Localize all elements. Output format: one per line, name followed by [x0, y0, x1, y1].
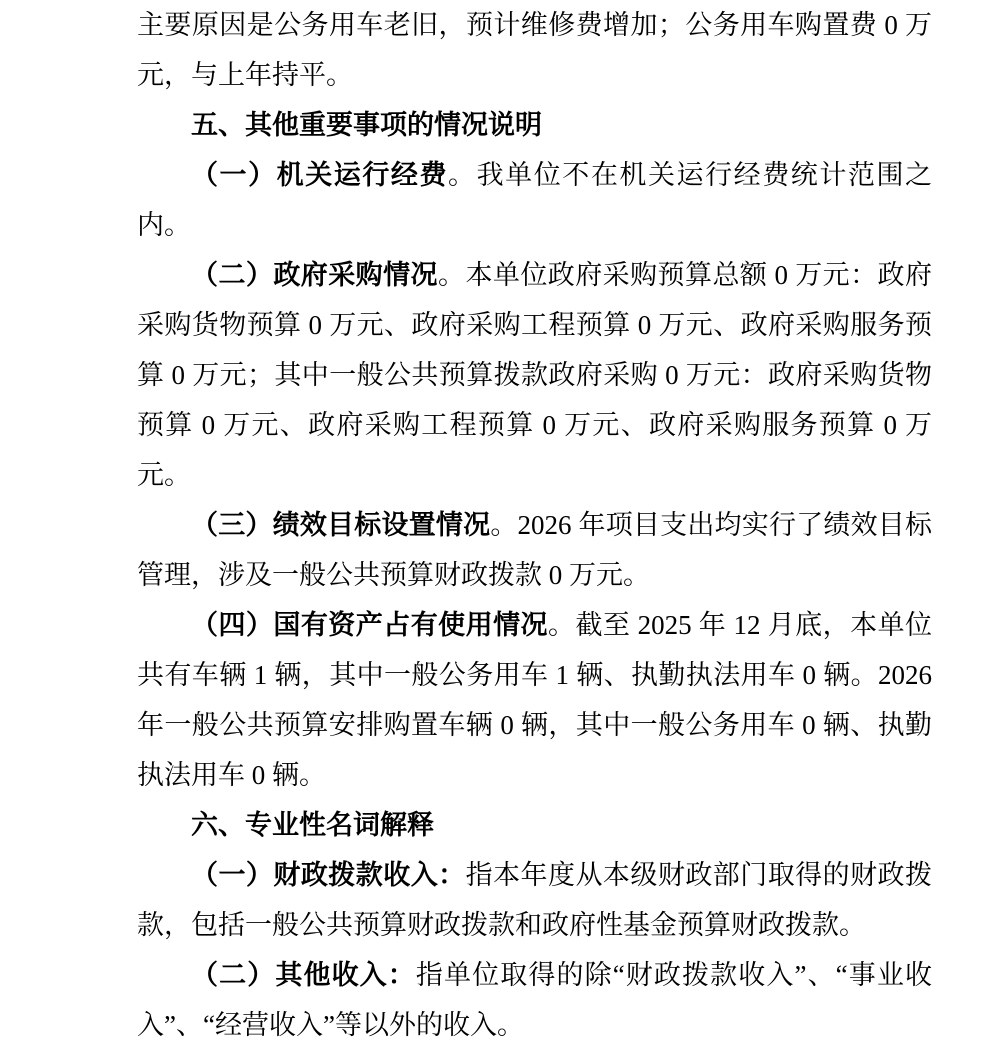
item-text-agency-operating-funds: 。我单位不在机关运行经费统计范围之内。	[137, 160, 933, 240]
item-text-state-assets: 。截至 2025 年 12 月底，本单位共有车辆 1 辆，其中一般公务用车 1 辆、执勤执法用车 0 辆。2026 年一般公共预算安排购置车辆 0 辆，其中一般公务用车 0 辆、执勤执法用车 0 辆。	[137, 610, 932, 790]
item-lead-government-procurement: （二）政府采购情况	[191, 260, 438, 290]
section-heading-terminology: 六、专业性名词解释	[191, 810, 434, 840]
paragraph-state-assets	[137, 600, 932, 800]
paragraph-fiscal-appropriation-income	[137, 850, 932, 950]
item-lead-state-assets: （四）国有资产占有使用情况	[191, 610, 548, 640]
item-lead-other-income: （二）其他收入：	[191, 960, 416, 990]
paragraph-government-procurement	[137, 250, 932, 500]
item-lead-agency-operating-funds: （一）机关运行经费	[191, 160, 449, 190]
section-heading-other-important-matters: 五、其他重要事项的情况说明	[191, 110, 542, 140]
paragraph-other-income	[137, 950, 932, 1050]
item-lead-fiscal-appropriation-income: （一）财政拨款收入：	[191, 860, 466, 890]
paragraph-vehicle-cost-continuation: 主要原因是公务用车老旧，预计维修费增加；公务用车购置费 0 万元，与上年持平。	[137, 10, 932, 90]
item-text-other-income: 指单位取得的除“财政拨款收入”、“事业收入”、“经营收入”等以外的收入。	[137, 960, 933, 1040]
item-text-performance-targets: 。2026 年项目支出均实行了绩效目标管理，涉及一般公共预算财政拨款 0 万元。	[137, 510, 933, 590]
item-text-government-procurement: 。本单位政府采购预算总额 0 万元：政府采购货物预算 0 万元、政府采购工程预算 0 万元、政府采购服务预算 0 万元；其中一般公共预算拨款政府采购 0 万元：政府采购货物预算 0 万元、政府采购工程预算 0 万元、政府采购服务预算 0 万元。	[137, 260, 932, 490]
item-text-fiscal-appropriation-income: 指本年度从本级财政部门取得的财政拨款，包括一般公共预算财政拨款和政府性基金预算财政拨款。	[137, 860, 933, 940]
paragraph-performance-targets	[137, 500, 932, 600]
item-lead-performance-targets: （三）绩效目标设置情况	[191, 510, 491, 540]
paragraph-agency-operating-funds	[137, 150, 932, 250]
